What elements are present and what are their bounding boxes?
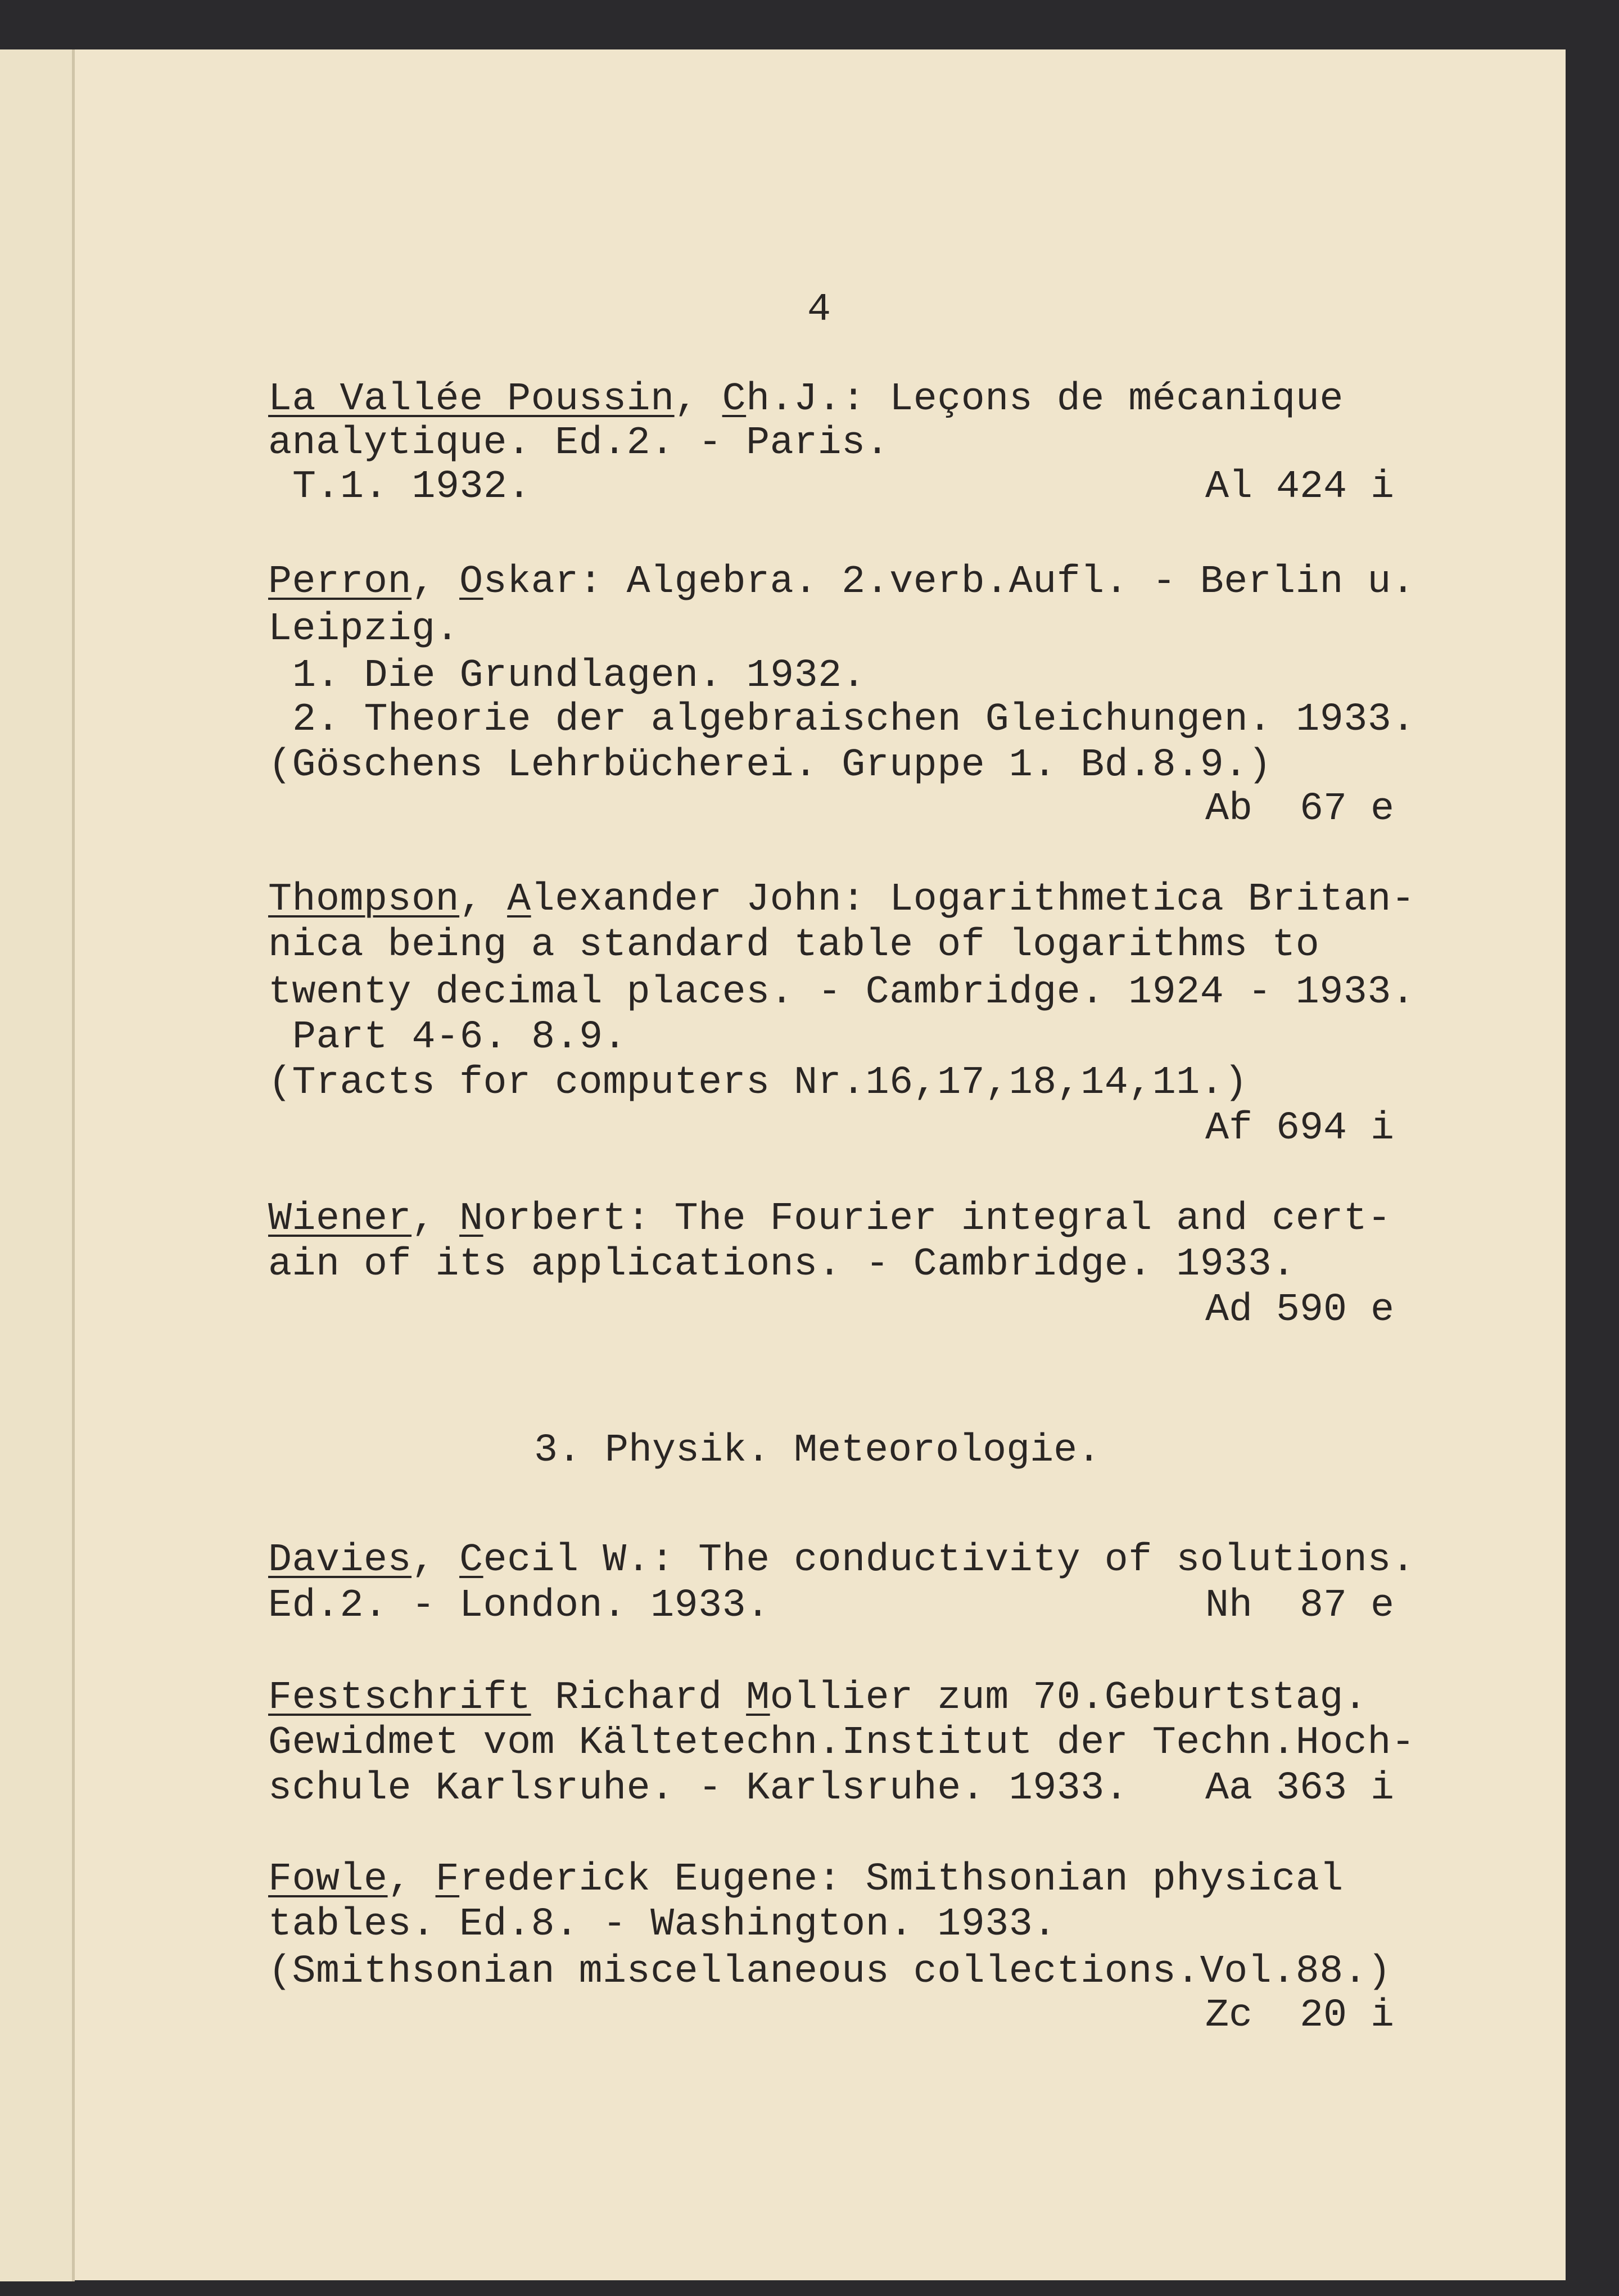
- entry-title: lexander John: Logarithmetica Britan-: [531, 878, 1416, 922]
- entry-thompson: Thompson, Alexander John: Logarithmetica Britan-: [268, 878, 1416, 922]
- entry-line: 2. Theorie der algebraischen Gleichungen. 1933.: [292, 698, 1416, 742]
- entry-line: analytique. Ed.2. - Paris.: [268, 421, 890, 465]
- entry-line: Ed.2. - London. 1933.: [268, 1584, 770, 1628]
- entry-mid: Richard: [531, 1676, 747, 1720]
- entry-la-vallee-poussin: La Vallée Poussin, Ch.J.: Leçons de mécanique: [268, 377, 1344, 422]
- entry-title: rederick Eugene: Smithsonian physical: [459, 1857, 1344, 1902]
- call-number: Aa 363 i: [1205, 1766, 1394, 1811]
- call-number: Nh 87 e: [1205, 1584, 1394, 1628]
- entry-initial: C: [459, 1538, 483, 1583]
- entry-initial: C: [722, 377, 747, 422]
- call-number: Af 694 i: [1205, 1106, 1394, 1151]
- entry-initial: A: [507, 878, 531, 922]
- call-number: Al 424 i: [1205, 465, 1394, 509]
- entry-author: Perron: [268, 560, 412, 604]
- entry-title: h.J.: Leçons de mécanique: [746, 377, 1344, 422]
- entry-line: (Smithsonian miscellaneous collections.Vol.88.): [268, 1950, 1391, 1994]
- entry-author: La Vallée Poussin: [268, 377, 675, 422]
- call-number: Ab 67 e: [1205, 787, 1394, 831]
- entry-author: Festschrift: [268, 1676, 531, 1720]
- entry-perron: Perron, Oskar: Algebra. 2.verb.Aufl. - Berlin u.: [268, 560, 1416, 604]
- entry-line: T.1. 1932.: [292, 465, 532, 509]
- entry-line: (Göschens Lehrbücherei. Gruppe 1. Bd.8.9.): [268, 743, 1272, 788]
- entry-line: 1. Die Grundlagen. 1932.: [292, 654, 866, 698]
- entry-title: orbert: The Fourier integral and cert-: [483, 1197, 1391, 1241]
- adjacent-page-edge: [0, 49, 75, 2281]
- entry-initial: N: [459, 1197, 483, 1241]
- entry-fowle: Fowle, Frederick Eugene: Smithsonian physical: [268, 1857, 1344, 1902]
- entry-author: Fowle: [268, 1857, 388, 1902]
- call-number: Zc 20 i: [1205, 1994, 1394, 2038]
- entry-line: Gewidmet vom Kältetechn.Institut der Techn.Hoch-: [268, 1721, 1416, 1765]
- entry-line: ain of its applications. - Cambridge. 1933.: [268, 1242, 1296, 1287]
- page-number: 4: [807, 288, 831, 332]
- entry-line: Leipzig.: [268, 607, 460, 652]
- entry-author: Thompson: [268, 878, 460, 922]
- entry-title: skar: Algebra. 2.verb.Aufl. - Berlin u.: [483, 560, 1416, 604]
- entry-davies: Davies, Cecil W.: The conductivity of solutions.: [268, 1538, 1416, 1583]
- entry-line: tables. Ed.8. - Washington. 1933.: [268, 1902, 1057, 1947]
- entry-initial: O: [459, 560, 483, 604]
- entry-title: ecil W.: The conductivity of solutions.: [483, 1538, 1416, 1583]
- entry-title: ollier zum 70.Geburtstag.: [770, 1676, 1368, 1720]
- entry-line: twenty decimal places. - Cambridge. 1924 - 1933.: [268, 970, 1416, 1015]
- entry-line: (Tracts for computers Nr.16,17,18,14,11.): [268, 1061, 1248, 1105]
- entry-line: schule Karlsruhe. - Karlsruhe. 1933.: [268, 1766, 1129, 1811]
- entry-line: Part 4-6. 8.9.: [292, 1015, 627, 1060]
- section-heading: 3. Physik. Meteorologie.: [534, 1429, 1101, 1473]
- entry-author: Wiener: [268, 1197, 412, 1241]
- call-number: Ad 590 e: [1205, 1288, 1394, 1332]
- entry-initial: F: [435, 1857, 460, 1902]
- entry-author: Davies: [268, 1538, 412, 1583]
- entry-initial: M: [746, 1676, 770, 1720]
- entry-wiener: Wiener, Norbert: The Fourier integral and cert-: [268, 1197, 1391, 1241]
- entry-festschrift: [268, 1673, 1367, 1724]
- entry-line: nica being a standard table of logarithms to: [268, 923, 1320, 968]
